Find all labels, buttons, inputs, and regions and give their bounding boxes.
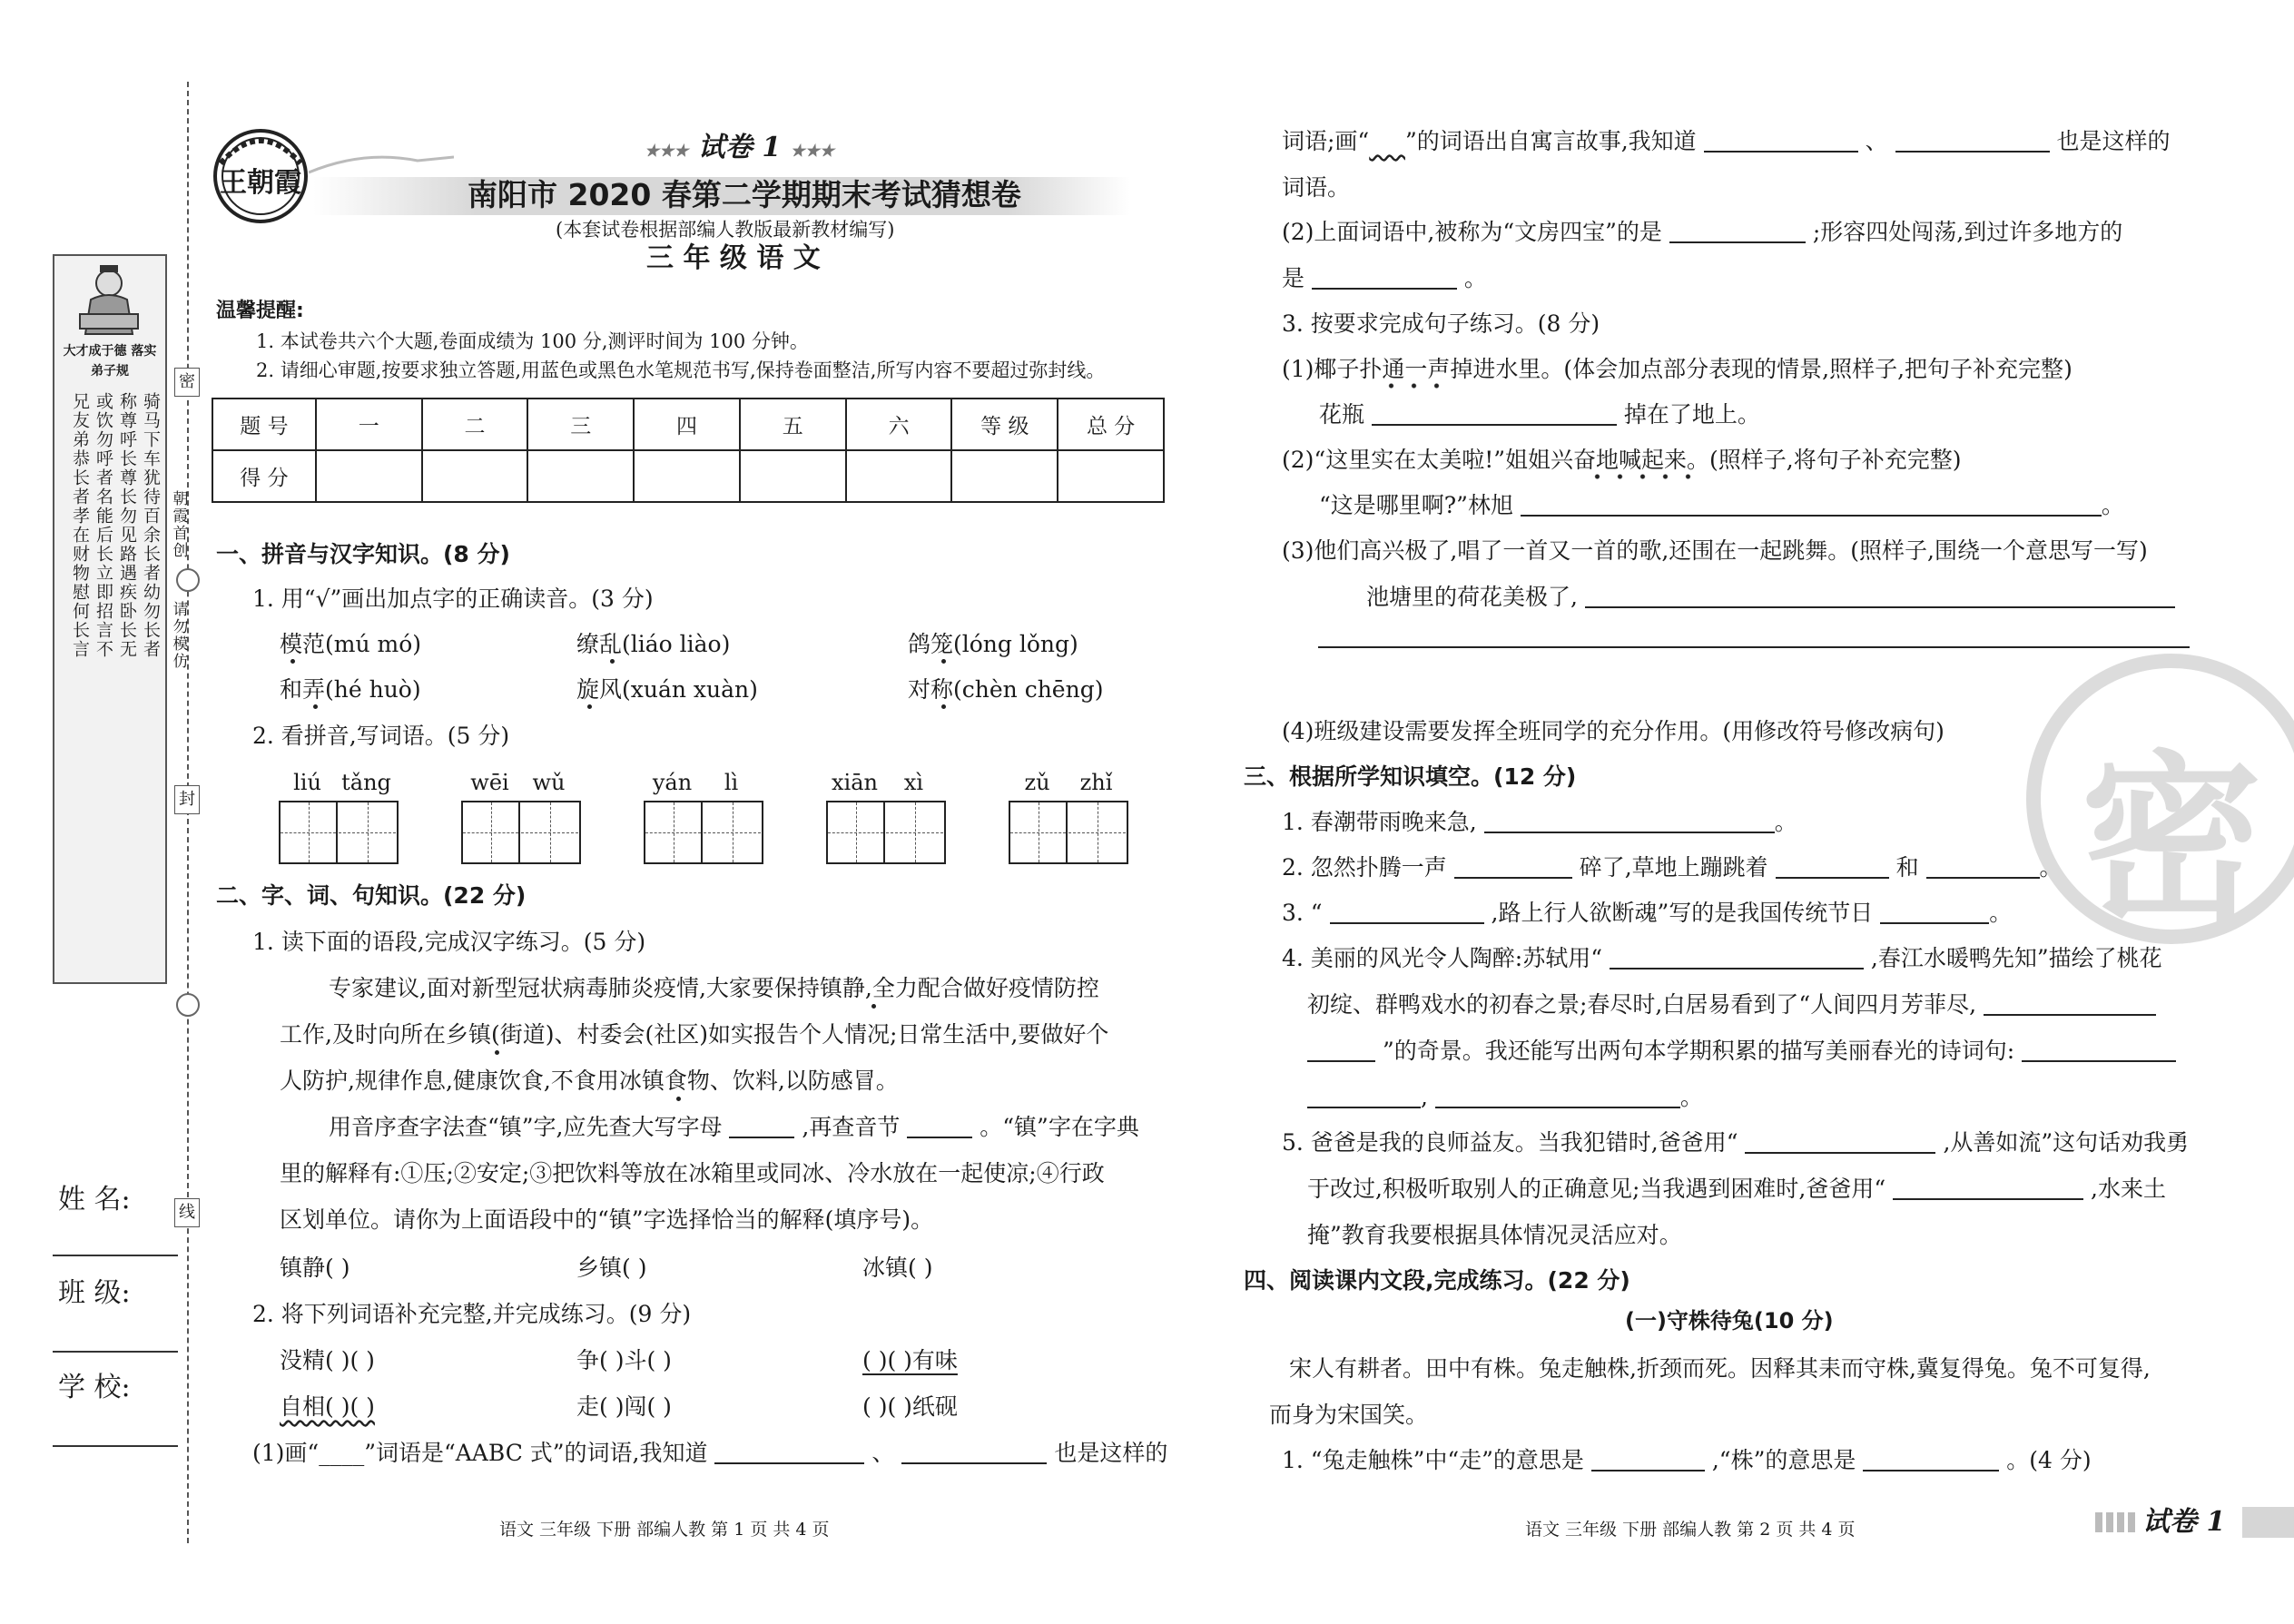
emphasis-dot bbox=[941, 659, 946, 664]
r-q1 bbox=[1282, 1449, 2092, 1471]
score-cell[interactable] bbox=[846, 450, 952, 502]
r-line1-b: ”的词语出自寓言故事,我知道 bbox=[1404, 128, 1697, 154]
s3-q2-a: 2. 忽然扑腾一声 bbox=[1282, 854, 1447, 881]
pinyin-3b: lì bbox=[724, 770, 739, 795]
r-sub2-line2 bbox=[1282, 267, 1487, 290]
answer-blank[interactable] bbox=[1745, 1132, 1935, 1154]
answer-blank[interactable] bbox=[1484, 812, 1775, 833]
field-class-line[interactable] bbox=[53, 1351, 178, 1353]
motto-text bbox=[60, 392, 160, 973]
footer-badge: 试卷 1 bbox=[2142, 1506, 2226, 1538]
exam-title: 南阳市 2020 春第二学期期末考试猜想卷 bbox=[468, 177, 1021, 212]
s3-q4-d: ”的奇景。我还能写出两句本学期积累的描写美丽春光的诗词句: bbox=[1382, 1038, 2015, 1064]
score-header-cell: 二 bbox=[422, 399, 528, 450]
series-text: 试卷 1 bbox=[697, 132, 782, 163]
s1-q1-item[interactable]: 模范(mú mó) bbox=[280, 631, 422, 657]
badge-squares bbox=[2095, 1512, 2135, 1532]
answer-blank[interactable] bbox=[1372, 404, 1617, 426]
pinyin-5b: zhǐ bbox=[1079, 770, 1113, 795]
motto-col-2: 称尊呼长尊长勿见路遇疾卧长无 bbox=[117, 392, 137, 659]
word-fill[interactable]: ( )( )纸砚 bbox=[862, 1393, 958, 1420]
r-q1-c: 。(4 分) bbox=[2006, 1447, 2092, 1473]
secret-stamp bbox=[2026, 654, 2294, 947]
pinyin-4a: xiān bbox=[832, 770, 878, 795]
answer-blank[interactable] bbox=[1776, 857, 1889, 879]
field-class-label: 班 级: bbox=[58, 1277, 131, 1309]
r-line1 bbox=[1282, 130, 2171, 153]
r-q3-2: (2)“这里实在太美啦!”姐姐兴奋地喊起来。(照样子,将句子补充完整) bbox=[1282, 447, 1962, 473]
brand-logo bbox=[212, 127, 310, 225]
answer-blank[interactable] bbox=[714, 1442, 864, 1464]
emphasis-dots bbox=[1380, 383, 1452, 389]
seal-char-2: 封 bbox=[174, 785, 200, 814]
s2-para2-line1 bbox=[329, 1116, 1139, 1138]
answer-blank[interactable] bbox=[1585, 586, 2175, 608]
field-school-line[interactable] bbox=[53, 1445, 178, 1447]
emphasis-dot bbox=[495, 1050, 499, 1055]
s2-para1-line2: 工作,及时向所在乡镇(街道)、村委会(社区)如实报告个人情况;日常生活中,要做好个 bbox=[280, 1021, 1109, 1048]
pinyin-2a: wēi bbox=[470, 770, 509, 795]
emphasis-dot bbox=[941, 704, 946, 709]
s2-q1: 1. 读下面的语段,完成汉字练习。(5 分) bbox=[252, 929, 646, 955]
s3-q4-line4: , 。 bbox=[1307, 1086, 1703, 1108]
tip-2: 2. 请细心审题,按要求独立答题,用蓝色或黑色水笔规范书写,保持卷面整洁,所写内容不要超过弥封线。 bbox=[256, 359, 1106, 381]
s3-q5-line2 bbox=[1307, 1177, 2166, 1200]
score-header-cell: 六 bbox=[846, 399, 952, 450]
motto-col-1: 骑马下车犹待百余长者幼勿长者 bbox=[141, 392, 161, 659]
answer-blank[interactable] bbox=[1610, 948, 1864, 969]
s1-q1-item[interactable]: 和弄(hé huò) bbox=[280, 676, 421, 703]
r-q3-3-answer bbox=[1366, 586, 2175, 608]
r-sub2-a: (2)上面词语中,被称为“文房四宝”的是 bbox=[1282, 219, 1662, 245]
answer-line[interactable] bbox=[1318, 646, 2190, 648]
binding-hole-2 bbox=[176, 993, 200, 1017]
s3-q4-c: 初绽、群鸭戏水的初春之景;春尽时,白居易看到了“人间四月芳菲尽, bbox=[1307, 991, 1977, 1018]
emphasis-dot bbox=[610, 659, 615, 664]
word-fill[interactable]: 自相( )( ) bbox=[280, 1393, 375, 1420]
stamp-char: 密 bbox=[2080, 733, 2262, 947]
pinyin-3a: yán bbox=[652, 770, 693, 795]
motto-col-4: 兄友弟恭长者孝在财物慰何长言 bbox=[70, 392, 90, 659]
binding-hole-1 bbox=[176, 568, 200, 592]
s3-q4-line1 bbox=[1282, 947, 2162, 969]
s2-para2-line2: 里的解释有:①压;②安定;③把饮料等放在冰箱里或同冰、冷水放在一起使凉;④行政 bbox=[280, 1160, 1105, 1186]
score-cell[interactable] bbox=[422, 450, 528, 502]
pinyin-1b: tǎng bbox=[341, 770, 391, 795]
s2-sub1 bbox=[252, 1442, 1167, 1464]
writing-grid-4[interactable] bbox=[826, 801, 946, 864]
r-q1-a: 1. “兔走触株”中“走”的意思是 bbox=[1282, 1447, 1584, 1473]
passage-line2: 而身为宋国笑。 bbox=[1269, 1402, 1429, 1428]
score-cell[interactable] bbox=[527, 450, 634, 502]
field-school-label: 学 校: bbox=[58, 1372, 131, 1403]
s3-q5-line1 bbox=[1282, 1131, 2189, 1154]
s3-q4-line3 bbox=[1307, 1039, 2176, 1062]
s3-q5-line3: 掩”教育我要根据具体情况灵活应对。 bbox=[1307, 1222, 1682, 1248]
scholar-illustration bbox=[73, 263, 145, 338]
r-q3-3: (3)他们高兴极了,唱了一首又一首的歌,还围在一起跳舞。(照样子,围绕一个意思写一写) bbox=[1282, 537, 2148, 564]
choice-xiangzhen[interactable]: 乡镇( ) bbox=[576, 1255, 647, 1281]
wavy-sample bbox=[1369, 128, 1405, 154]
score-table bbox=[212, 398, 1165, 503]
r-line2: 词语。 bbox=[1282, 174, 1351, 201]
s3-q5-d: ,水来土 bbox=[2091, 1176, 2166, 1202]
answer-blank-syllable[interactable] bbox=[907, 1117, 972, 1138]
word-fill[interactable]: 走( )闯( ) bbox=[576, 1393, 672, 1420]
answer-blank[interactable] bbox=[1926, 857, 2040, 879]
score-cell[interactable] bbox=[951, 450, 1058, 502]
answer-blank[interactable] bbox=[1893, 1178, 2083, 1200]
writing-grid-2[interactable] bbox=[461, 801, 581, 864]
field-name-label: 姓 名: bbox=[58, 1184, 131, 1216]
s2-para1-line1: 专家建议,面对新型冠状病毒肺炎疫情,大家要保持镇静,全力配合做好疫情防控 bbox=[329, 975, 1099, 1001]
s2-para2-line3: 区划单位。请你为上面语段中的“镇”字选择恰当的解释(填序号)。 bbox=[280, 1206, 934, 1233]
answer-blank[interactable] bbox=[1591, 1450, 1705, 1471]
side-note-2: 请勿模仿 bbox=[169, 601, 188, 670]
pinyin-1a: liú bbox=[293, 770, 321, 795]
tip-1: 1. 本试卷共六个大题,卷面成绩为 100 分,测评时间为 100 分钟。 bbox=[256, 330, 809, 352]
s3-q2: 2. 忽然扑腾一声 碎了,草地上蹦跳着 和 。 bbox=[1282, 854, 2063, 881]
motto-panel bbox=[53, 254, 167, 984]
score-table-header-row bbox=[212, 399, 1164, 450]
section4-heading: 四、阅读课内文段,完成练习。(22 分) bbox=[1244, 1267, 1630, 1294]
emphasis-dot bbox=[871, 1004, 876, 1009]
s3-q4-b: ,春江水暖鸭先知”描绘了桃花 bbox=[1870, 945, 2162, 971]
exam-subtitle: (本套试卷根据部编人教版最新教材编写) bbox=[556, 219, 895, 241]
r-q3-1-answer bbox=[1319, 403, 1760, 426]
writing-grid-3[interactable] bbox=[644, 801, 763, 864]
score-cell[interactable] bbox=[316, 450, 422, 502]
s3-q1: 1. 春潮带雨晚来急, 。 bbox=[1282, 809, 1797, 835]
stars-right: ★★★ bbox=[790, 142, 835, 161]
s3-q3-a: 3. “ bbox=[1282, 900, 1323, 926]
pinyin-5a: zǔ bbox=[1024, 770, 1050, 795]
r-line1-c: 、 bbox=[1865, 128, 1888, 154]
r-q3-4: (4)班级建设需要发挥全班同学的充分作用。(用修改符号修改病句) bbox=[1282, 718, 1944, 744]
emphasis-dot bbox=[313, 704, 318, 709]
score-cell[interactable] bbox=[634, 450, 740, 502]
passage-title: (一)守株待兔(10 分) bbox=[1625, 1308, 1834, 1334]
s1-q1-item[interactable]: 缭乱(liáo liào) bbox=[576, 631, 731, 657]
section1-heading: 一、拼音与汉字知识。(8 分) bbox=[216, 541, 510, 567]
answer-blank[interactable] bbox=[1863, 1450, 1999, 1471]
score-header-cell: 等 级 bbox=[951, 399, 1058, 450]
para2-text-c: 。“镇”字在字典 bbox=[980, 1114, 1139, 1140]
r-line1-d: 也是这样的 bbox=[2056, 128, 2171, 154]
answer-blank[interactable] bbox=[1454, 857, 1572, 879]
s3-q3-b: ,路上行人欲断魂”写的是我国传统节日 bbox=[1491, 900, 1874, 926]
s3-q5-b: ,从善如流”这句话劝我勇 bbox=[1943, 1129, 2190, 1156]
pinyin-4b: xì bbox=[903, 770, 924, 795]
s1-q1-item[interactable]: 鸽笼(lóng lǒng) bbox=[908, 631, 1078, 657]
word-fill[interactable]: 没精( )( ) bbox=[280, 1347, 375, 1373]
score-header-cell: 总 分 bbox=[1058, 399, 1164, 450]
answer-blank[interactable] bbox=[1880, 902, 1989, 924]
answer-blank[interactable] bbox=[1521, 495, 2102, 517]
emphasis-dot bbox=[676, 1097, 681, 1101]
s3-q5-a: 5. 爸爸是我的良师益友。当我犯错时,爸爸用“ bbox=[1282, 1129, 1738, 1156]
r-sub2-c: 是 bbox=[1282, 265, 1305, 291]
word-fill[interactable]: ( )( )有味 bbox=[862, 1347, 958, 1373]
score-header-cell: 五 bbox=[740, 399, 846, 450]
exam-subject: 三 年 级 语 文 bbox=[646, 242, 821, 274]
choice-bingzhen[interactable]: 冰镇( ) bbox=[862, 1255, 933, 1281]
answer-blank[interactable] bbox=[1895, 131, 2050, 153]
emphasis-dot bbox=[290, 659, 295, 664]
score-header-cell: 四 bbox=[634, 399, 740, 450]
side-note-1: 朝霞首创 bbox=[169, 490, 188, 559]
para2-text-a: 用音序查字法查“镇”字,应先查大写字母 bbox=[329, 1114, 723, 1140]
section3-heading: 三、根据所学知识填空。(12 分) bbox=[1244, 763, 1577, 790]
answer-blank[interactable] bbox=[1307, 1040, 1375, 1062]
answer-blank[interactable] bbox=[901, 1442, 1047, 1464]
s3-q4-line2 bbox=[1307, 993, 2156, 1016]
word-fill[interactable]: 争( )斗( ) bbox=[576, 1347, 672, 1373]
r-sub2-d: 。 bbox=[1463, 265, 1487, 291]
score-row-label: 得 分 bbox=[212, 450, 316, 502]
series-label bbox=[645, 134, 834, 162]
s3-q3: 3. “ ,路上行人欲断魂”写的是我国传统节日 。 bbox=[1282, 900, 2013, 926]
badge-band bbox=[2242, 1507, 2294, 1538]
answer-blank[interactable] bbox=[1330, 902, 1484, 924]
footer-right: 语文 三年级 下册 部编人教 第 2 页 共 4 页 bbox=[1525, 1520, 1856, 1540]
emphasis-dot bbox=[587, 704, 592, 709]
seal-char-3: 线 bbox=[174, 1198, 200, 1227]
s1-q2: 2. 看拼音,写词语。(5 分) bbox=[252, 723, 510, 749]
writing-grid-1[interactable] bbox=[279, 801, 399, 864]
answer-blank-letter[interactable] bbox=[729, 1117, 794, 1138]
score-cell[interactable] bbox=[1058, 450, 1164, 502]
r-q3-1-b: 掉在了地上。 bbox=[1623, 401, 1760, 428]
motto-col-3: 或饮勿呼者名能后长立即招言不 bbox=[94, 392, 113, 659]
footer-left: 语文 三年级 下册 部编人教 第 1 页 共 4 页 bbox=[499, 1520, 830, 1540]
r-q3: 3. 按要求完成句子练习。(8 分) bbox=[1282, 310, 1600, 337]
sub1-text-a: (1)画“____”词语是“AABC 式”的词语,我知道 bbox=[252, 1440, 708, 1466]
para2-text-b: ,再查音节 bbox=[802, 1114, 901, 1140]
r-sub2-b: ;形容四处闯荡,到过许多地方的 bbox=[1812, 219, 2123, 245]
r-sub2-line1 bbox=[1282, 221, 2122, 243]
s2-para1-line3: 人防护,规律作息,健康饮食,不食用冰镇食物、饮料,以防感冒。 bbox=[280, 1068, 899, 1094]
score-cell[interactable] bbox=[740, 450, 846, 502]
sub1-text-b: 、 bbox=[871, 1440, 895, 1466]
pinyin-2b: wǔ bbox=[532, 770, 566, 795]
field-name-line[interactable] bbox=[53, 1255, 178, 1256]
s1-q1-item[interactable]: 旋风(xuán xuàn) bbox=[576, 676, 758, 703]
s3-q4-a: 4. 美丽的风光令人陶醉:苏轼用“ bbox=[1282, 945, 1603, 971]
answer-blank[interactable] bbox=[1669, 221, 1806, 243]
r-q3-1-a: 花瓶 bbox=[1319, 401, 1365, 428]
choice-zhenjing[interactable]: 镇静( ) bbox=[280, 1255, 350, 1281]
passage-line1: 宋人有耕者。田中有株。兔走触株,折颈而死。因释其耒而守株,冀复得兔。兔不可复得, bbox=[1289, 1355, 2151, 1382]
r-line1-a: 词语;画“ bbox=[1282, 128, 1370, 154]
s1-q1-item[interactable]: 对称(chèn chēng) bbox=[908, 676, 1104, 703]
answer-blank[interactable] bbox=[1312, 268, 1457, 290]
s1-q1: 1. 用“√”画出加点字的正确读音。(3 分) bbox=[252, 586, 654, 612]
answer-blank[interactable] bbox=[1307, 1087, 1421, 1108]
s3-q1-text: 1. 春潮带雨晚来急, bbox=[1282, 809, 1477, 835]
ribbon-decoration bbox=[309, 150, 454, 177]
score-header-cell: 题 号 bbox=[212, 399, 316, 450]
s3-q2-b: 碎了,草地上蹦跳着 bbox=[1579, 854, 1768, 881]
s3-q5-c: 于改过,积极听取别人的正确意见;当我遇到困难时,爸爸用“ bbox=[1307, 1176, 1886, 1202]
s3-q2-c: 和 bbox=[1895, 854, 1919, 881]
seal-char-1: 密 bbox=[174, 368, 200, 397]
answer-blank[interactable] bbox=[1704, 131, 1858, 153]
r-q3-3-a: 池塘里的荷花美极了, bbox=[1366, 584, 1578, 610]
s2-q2: 2. 将下列词语补充完整,并完成练习。(9 分) bbox=[252, 1301, 692, 1327]
emphasis-dots bbox=[1586, 474, 1699, 479]
score-header-cell: 一 bbox=[316, 399, 422, 450]
r-q3-2-a: “这是哪里啊?”林旭 bbox=[1319, 492, 1513, 518]
answer-blank[interactable] bbox=[1435, 1087, 1680, 1108]
stars-left: ★★★ bbox=[645, 142, 689, 161]
sub1-text-c: 也是这样的 bbox=[1054, 1440, 1168, 1466]
r-q3-1: (1)椰子扑通一声掉进水里。(体会加点部分表现的情景,照样子,把句子补充完整) bbox=[1282, 356, 2072, 382]
answer-blank[interactable] bbox=[2022, 1040, 2176, 1062]
tips-heading: 温馨提醒: bbox=[216, 300, 304, 322]
slogan: 大才成于德 落实弟子规 bbox=[63, 344, 157, 379]
writing-grid-5[interactable] bbox=[1009, 801, 1128, 864]
score-header-cell: 三 bbox=[527, 399, 634, 450]
section2-heading: 二、字、词、句知识。(22 分) bbox=[216, 882, 527, 909]
score-table-score-row bbox=[212, 450, 1164, 502]
brand-text: 王朝霞 bbox=[220, 167, 301, 199]
answer-blank[interactable] bbox=[1984, 994, 2156, 1016]
r-q1-b: ,“株”的意思是 bbox=[1711, 1447, 1856, 1473]
r-q3-2-answer: “这是哪里啊?”林旭 。 bbox=[1319, 492, 2124, 518]
